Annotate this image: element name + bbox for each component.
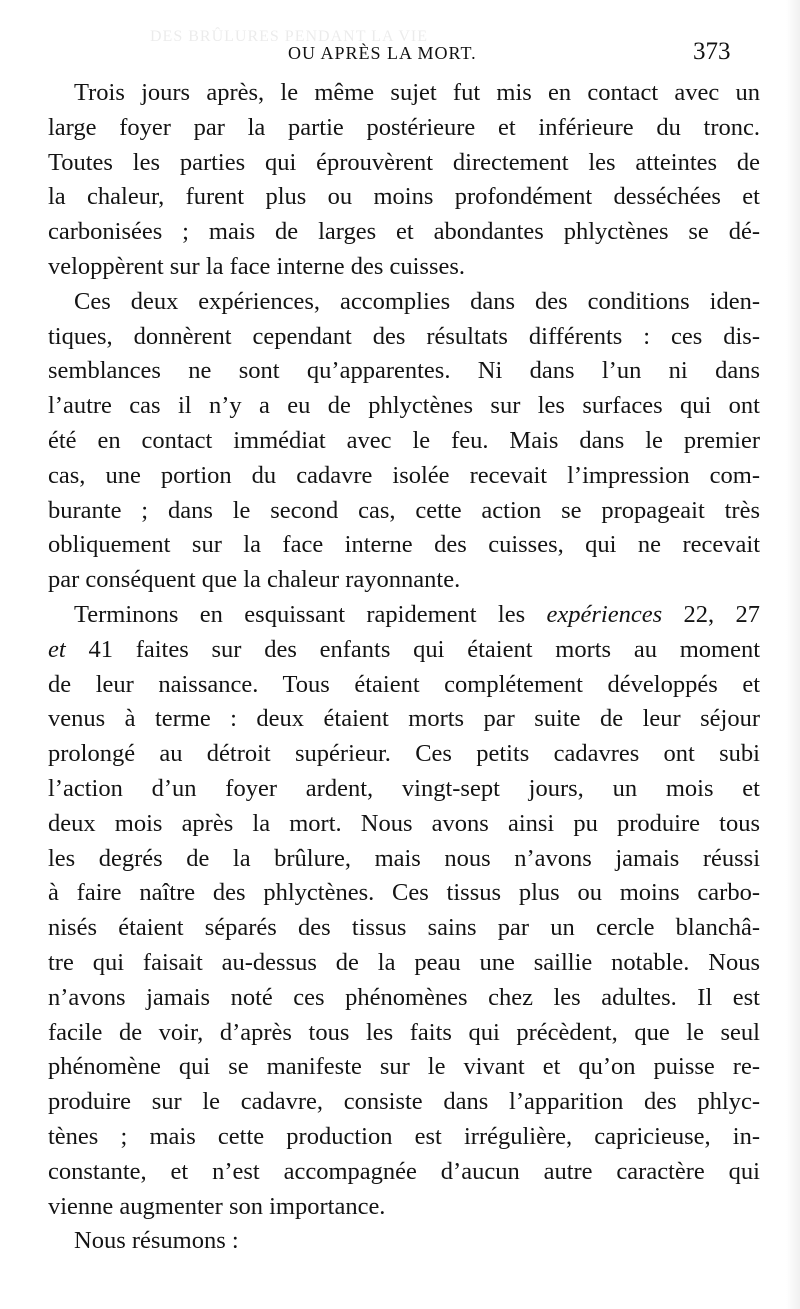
text-line: été en contact immédiat avec le feu. Mais dans le premier xyxy=(48,426,760,454)
body-text xyxy=(48,76,760,1259)
text-line: Trois jours après, le même sujet fut mis en contact avec un xyxy=(74,79,760,106)
text-line: semblances ne sont qu’apparentes. Ni dans l’un ni dans xyxy=(48,357,760,385)
text-line: l’autre cas il n’y a eu de phlyctènes sur les surfaces qui ont xyxy=(48,392,760,420)
text-line: la chaleur, furent plus ou moins profondément desséchées et xyxy=(48,183,760,211)
text-line: par conséquent que la chaleur rayonnante. xyxy=(48,566,461,594)
text-line: et 41 faites sur des enfants qui étaient morts au moment xyxy=(48,635,760,663)
text-line: l’action d’un foyer ardent, vingt-sept jours, un mois et xyxy=(48,774,760,802)
text-line: vienne augmenter son importance. xyxy=(48,1192,386,1220)
text-line: à faire naître des phlyctènes. Ces tissus plus ou moins carbo- xyxy=(48,879,760,907)
text-line: obliquement sur la face interne des cuisses, qui ne recevait xyxy=(48,531,760,559)
text-line: les degrés de la brûlure, mais nous n’avons jamais réussi xyxy=(48,844,760,872)
text-line: produire sur le cadavre, consiste dans l’apparition des phlyc- xyxy=(48,1088,760,1116)
text-line: phénomène qui se manifeste sur le vivant et qu’on puisse re- xyxy=(48,1053,760,1081)
text-line: constante, et n’est accompagnée d’aucun autre caractère qui xyxy=(48,1157,760,1185)
text-line: burante ; dans le second cas, cette action se propageait très xyxy=(48,496,760,524)
page-header xyxy=(0,38,800,70)
bleed-through-heading: DES BRÛLURES PENDANT LA VIE xyxy=(150,28,428,45)
text-line: Toutes les parties qui éprouvèrent directement les atteintes de xyxy=(48,148,760,176)
text-line: nisés étaient séparés des tissus sains par un cercle blanchâ- xyxy=(48,914,760,942)
text-line: tiques, donnèrent cependant des résultats différents : ces dis- xyxy=(48,322,760,350)
text-line: cas, une portion du cadavre isolée recevait l’impression com- xyxy=(48,461,760,489)
text-line: de leur naissance. Tous étaient complétement développés et xyxy=(48,670,760,698)
text-line: prolongé au détroit supérieur. Ces petits cadavres ont subi xyxy=(48,740,760,768)
text-line: tènes ; mais cette production est irrégulière, capricieuse, in- xyxy=(48,1122,760,1150)
text-line: Nous résumons : xyxy=(74,1227,239,1255)
text-line: facile de voir, d’après tous les faits qui précèdent, que le seul xyxy=(48,1018,760,1046)
page-edge-shadow xyxy=(786,0,800,1309)
text-line: deux mois après la mort. Nous avons ainsi pu produire tous xyxy=(48,809,760,837)
text-line: n’avons jamais noté ces phénomènes chez les adultes. Il est xyxy=(48,983,760,1011)
text-line: Terminons en esquissant rapidement les expériences 22, 27 xyxy=(74,600,760,628)
text-line: large foyer par la partie postérieure et inférieure du tronc. xyxy=(48,113,760,141)
text-line: carbonisées ; mais de larges et abondantes phlyctènes se dé- xyxy=(48,218,760,246)
text-line: venus à terme : deux étaient morts par suite de leur séjour xyxy=(48,705,760,733)
running-title: OU APRÈS LA MORT. xyxy=(288,43,477,63)
page-number: 373 xyxy=(693,38,731,65)
text-line: veloppèrent sur la face interne des cuisses. xyxy=(48,252,466,280)
text-line: tre qui faisait au-dessus de la peau une saillie notable. Nous xyxy=(48,948,760,976)
text-line: Ces deux expériences, accomplies dans des conditions iden- xyxy=(74,287,760,315)
